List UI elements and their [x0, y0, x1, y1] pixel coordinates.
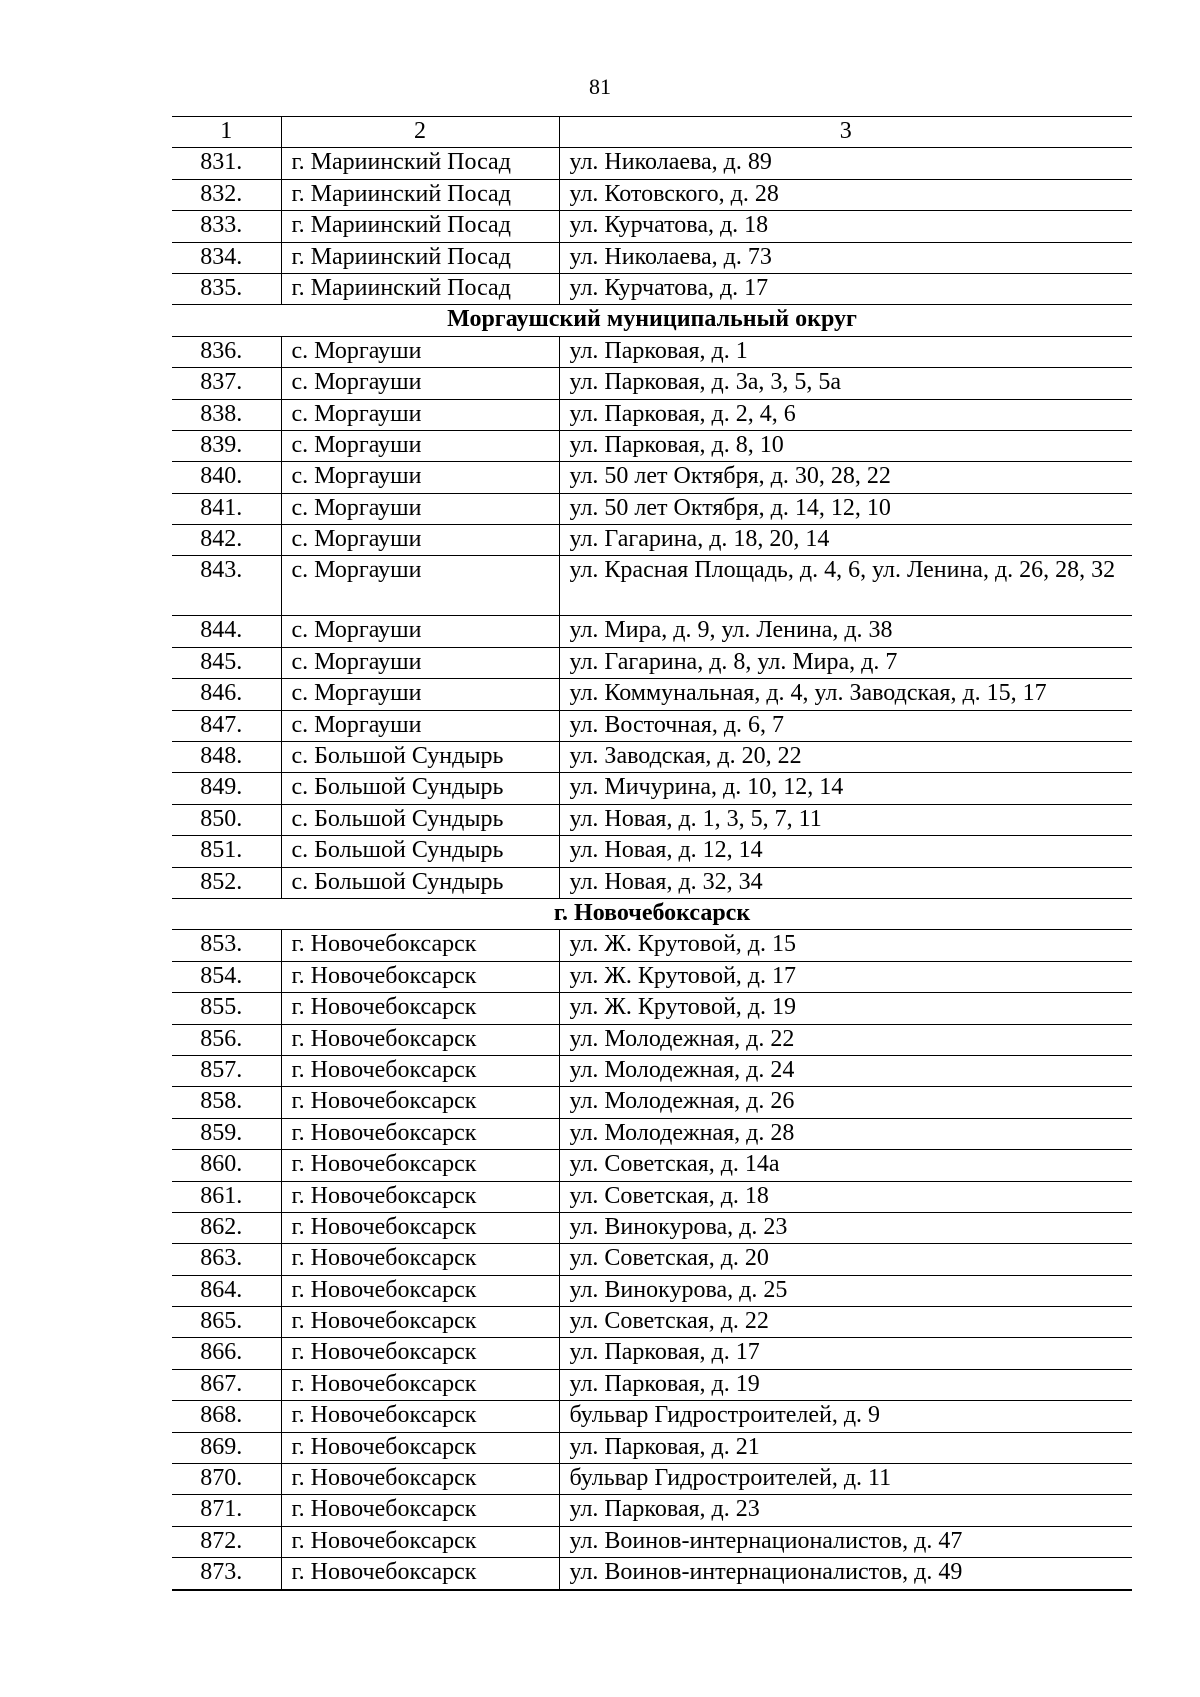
address-cell: ул. Новая, д. 12, 14	[559, 836, 1132, 867]
address-cell: ул. Парковая, д. 23	[559, 1495, 1132, 1526]
row-number: 854.	[172, 961, 281, 992]
address-cell: ул. Новая, д. 32, 34	[559, 867, 1132, 898]
row-number: 852.	[172, 867, 281, 898]
address-cell: ул. Курчатова, д. 18	[559, 211, 1132, 242]
settlement-cell: г. Новочебоксарск	[281, 1118, 559, 1149]
table-row	[172, 430, 1132, 461]
settlement-cell: г. Новочебоксарск	[281, 1432, 559, 1463]
table-row	[172, 1495, 1132, 1526]
row-number: 859.	[172, 1118, 281, 1149]
row-number: 844.	[172, 616, 281, 647]
address-cell: ул. Молодежная, д. 22	[559, 1024, 1132, 1055]
settlement-cell: г. Новочебоксарск	[281, 1338, 559, 1369]
table-row	[172, 179, 1132, 210]
table-row	[172, 1024, 1132, 1055]
address-cell: ул. Воинов-интернационалистов, д. 49	[559, 1558, 1132, 1590]
address-cell: ул. Новая, д. 1, 3, 5, 7, 11	[559, 804, 1132, 835]
row-number: 873.	[172, 1558, 281, 1590]
row-number: 870.	[172, 1464, 281, 1495]
row-number: 853.	[172, 930, 281, 961]
address-cell: ул. Парковая, д. 3а, 3, 5, 5а	[559, 368, 1132, 399]
address-cell: ул. Котовского, д. 28	[559, 179, 1132, 210]
row-number: 867.	[172, 1369, 281, 1400]
table-row	[172, 462, 1132, 493]
settlement-cell: г. Новочебоксарск	[281, 1055, 559, 1086]
table-row	[172, 961, 1132, 992]
row-number: 849.	[172, 773, 281, 804]
row-number: 868.	[172, 1401, 281, 1432]
section-heading: Моргаушский муниципальный округ	[172, 305, 1132, 336]
address-cell: ул. Парковая, д. 1	[559, 336, 1132, 367]
table-row	[172, 1087, 1132, 1118]
address-cell: ул. 50 лет Октября, д. 30, 28, 22	[559, 462, 1132, 493]
row-number: 862.	[172, 1212, 281, 1243]
table-row	[172, 1244, 1132, 1275]
settlement-cell: с. Моргауши	[281, 399, 559, 430]
row-number: 861.	[172, 1181, 281, 1212]
row-number: 858.	[172, 1087, 281, 1118]
settlement-cell: г. Мариинский Посад	[281, 179, 559, 210]
address-cell: ул. Коммунальная, д. 4, ул. Заводская, д. 15, 17	[559, 679, 1132, 710]
row-number: 847.	[172, 710, 281, 741]
table-row	[172, 804, 1132, 835]
table-row	[172, 710, 1132, 741]
address-cell: ул. Молодежная, д. 24	[559, 1055, 1132, 1086]
row-number: 869.	[172, 1432, 281, 1463]
row-number: 841.	[172, 493, 281, 524]
table-row	[172, 1432, 1132, 1463]
settlement-cell: г. Мариинский Посад	[281, 273, 559, 304]
table-body	[172, 117, 1132, 1590]
address-cell: ул. Ж. Крутовой, д. 15	[559, 930, 1132, 961]
settlement-cell: с. Большой Сундырь	[281, 804, 559, 835]
address-cell: ул. Парковая, д. 2, 4, 6	[559, 399, 1132, 430]
table-row	[172, 1275, 1132, 1306]
table-row	[172, 742, 1132, 773]
settlement-cell: с. Моргауши	[281, 525, 559, 556]
settlement-cell: г. Мариинский Посад	[281, 148, 559, 179]
table-row	[172, 1369, 1132, 1400]
table-row	[172, 1150, 1132, 1181]
row-number: 851.	[172, 836, 281, 867]
address-cell: ул. Николаева, д. 73	[559, 242, 1132, 273]
settlement-cell: г. Новочебоксарск	[281, 1024, 559, 1055]
settlement-cell: с. Большой Сундырь	[281, 742, 559, 773]
settlement-cell: г. Новочебоксарск	[281, 1464, 559, 1495]
row-number: 843.	[172, 556, 281, 616]
table-row	[172, 993, 1132, 1024]
settlement-cell: г. Новочебоксарск	[281, 1087, 559, 1118]
address-cell: ул. Винокурова, д. 23	[559, 1212, 1132, 1243]
table-row	[172, 1401, 1132, 1432]
settlement-cell: г. Новочебоксарск	[281, 930, 559, 961]
address-cell: ул. Восточная, д. 6, 7	[559, 710, 1132, 741]
row-number: 856.	[172, 1024, 281, 1055]
address-cell: бульвар Гидростроителей, д. 9	[559, 1401, 1132, 1432]
table-row	[172, 1526, 1132, 1557]
settlement-cell: г. Новочебоксарск	[281, 1212, 559, 1243]
table-row	[172, 336, 1132, 367]
table-row	[172, 1558, 1132, 1590]
column-header-3: 3	[559, 117, 1132, 148]
table-row	[172, 836, 1132, 867]
row-number: 872.	[172, 1526, 281, 1557]
row-number: 855.	[172, 993, 281, 1024]
address-cell: ул. Гагарина, д. 18, 20, 14	[559, 525, 1132, 556]
address-cell: ул. Мичурина, д. 10, 12, 14	[559, 773, 1132, 804]
address-cell: ул. Молодежная, д. 26	[559, 1087, 1132, 1118]
row-number: 848.	[172, 742, 281, 773]
table-row	[172, 1464, 1132, 1495]
settlement-cell: г. Мариинский Посад	[281, 242, 559, 273]
address-cell: бульвар Гидростроителей, д. 11	[559, 1464, 1132, 1495]
settlement-cell: г. Мариинский Посад	[281, 211, 559, 242]
settlement-cell: с. Моргауши	[281, 493, 559, 524]
page-number: 81	[589, 74, 611, 99]
table-row	[172, 368, 1132, 399]
address-cell: ул. Советская, д. 18	[559, 1181, 1132, 1212]
settlement-cell: г. Новочебоксарск	[281, 1369, 559, 1400]
table-row	[172, 930, 1132, 961]
settlement-cell: г. Новочебоксарск	[281, 1558, 559, 1590]
row-number: 840.	[172, 462, 281, 493]
address-cell: ул. Курчатова, д. 17	[559, 273, 1132, 304]
table-row	[172, 242, 1132, 273]
table-row	[172, 493, 1132, 524]
address-cell: ул. Парковая, д. 21	[559, 1432, 1132, 1463]
settlement-cell: с. Моргауши	[281, 336, 559, 367]
row-number: 837.	[172, 368, 281, 399]
row-number: 860.	[172, 1150, 281, 1181]
table-row	[172, 647, 1132, 678]
table-row	[172, 1181, 1132, 1212]
section-heading: г. Новочебоксарск	[172, 898, 1132, 929]
address-cell: ул. Красная Площадь, д. 4, 6, ул. Ленина, д. 26, 28, 32	[559, 556, 1132, 616]
address-cell: ул. Заводская, д. 20, 22	[559, 742, 1132, 773]
settlement-cell: с. Моргауши	[281, 710, 559, 741]
settlement-cell: с. Большой Сундырь	[281, 867, 559, 898]
settlement-cell: г. Новочебоксарск	[281, 1526, 559, 1557]
address-cell: ул. Винокурова, д. 25	[559, 1275, 1132, 1306]
row-number: 832.	[172, 179, 281, 210]
row-number: 850.	[172, 804, 281, 835]
table-row	[172, 616, 1132, 647]
address-cell: ул. Ж. Крутовой, д. 17	[559, 961, 1132, 992]
address-cell: ул. Молодежная, д. 28	[559, 1118, 1132, 1149]
settlement-cell: г. Новочебоксарск	[281, 1181, 559, 1212]
address-table	[172, 116, 1132, 1591]
row-number: 842.	[172, 525, 281, 556]
row-number: 846.	[172, 679, 281, 710]
address-cell: ул. Парковая, д. 8, 10	[559, 430, 1132, 461]
address-cell: ул. Ж. Крутовой, д. 19	[559, 993, 1132, 1024]
row-number: 871.	[172, 1495, 281, 1526]
table-row	[172, 273, 1132, 304]
row-number: 835.	[172, 273, 281, 304]
settlement-cell: с. Моргауши	[281, 556, 559, 616]
row-number: 863.	[172, 1244, 281, 1275]
table-row	[172, 525, 1132, 556]
table-row	[172, 1212, 1132, 1243]
row-number: 845.	[172, 647, 281, 678]
settlement-cell: г. Новочебоксарск	[281, 1244, 559, 1275]
settlement-cell: с. Моргауши	[281, 616, 559, 647]
table-row	[172, 1055, 1132, 1086]
settlement-cell: с. Моргауши	[281, 647, 559, 678]
row-number: 866.	[172, 1338, 281, 1369]
table-row	[172, 867, 1132, 898]
table-row	[172, 1307, 1132, 1338]
table-row	[172, 211, 1132, 242]
settlement-cell: г. Новочебоксарск	[281, 1495, 559, 1526]
settlement-cell: с. Большой Сундырь	[281, 773, 559, 804]
row-number: 839.	[172, 430, 281, 461]
settlement-cell: г. Новочебоксарск	[281, 1401, 559, 1432]
address-cell: ул. Советская, д. 22	[559, 1307, 1132, 1338]
row-number: 831.	[172, 148, 281, 179]
settlement-cell: г. Новочебоксарск	[281, 993, 559, 1024]
row-number: 864.	[172, 1275, 281, 1306]
settlement-cell: г. Новочебоксарск	[281, 1275, 559, 1306]
settlement-cell: с. Моргауши	[281, 368, 559, 399]
settlement-cell: г. Новочебоксарск	[281, 961, 559, 992]
address-cell: ул. Гагарина, д. 8, ул. Мира, д. 7	[559, 647, 1132, 678]
settlement-cell: с. Моргауши	[281, 679, 559, 710]
settlement-cell: с. Моргауши	[281, 430, 559, 461]
row-number: 838.	[172, 399, 281, 430]
address-cell: ул. Парковая, д. 17	[559, 1338, 1132, 1369]
settlement-cell: г. Новочебоксарск	[281, 1307, 559, 1338]
table-row	[172, 556, 1132, 616]
settlement-cell: г. Новочебоксарск	[281, 1150, 559, 1181]
column-header-1: 1	[172, 117, 281, 148]
settlement-cell: с. Моргауши	[281, 462, 559, 493]
address-cell: ул. Николаева, д. 89	[559, 148, 1132, 179]
address-cell: ул. Воинов-интернационалистов, д. 47	[559, 1526, 1132, 1557]
table-header-row	[172, 117, 1132, 148]
table-row	[172, 148, 1132, 179]
table-row	[172, 1118, 1132, 1149]
address-cell: ул. Советская, д. 14а	[559, 1150, 1132, 1181]
settlement-cell: с. Большой Сундырь	[281, 836, 559, 867]
table-row	[172, 679, 1132, 710]
address-cell: ул. Парковая, д. 19	[559, 1369, 1132, 1400]
table-row	[172, 399, 1132, 430]
address-cell: ул. 50 лет Октября, д. 14, 12, 10	[559, 493, 1132, 524]
row-number: 857.	[172, 1055, 281, 1086]
table-row	[172, 1338, 1132, 1369]
address-cell: ул. Мира, д. 9, ул. Ленина, д. 38	[559, 616, 1132, 647]
row-number: 836.	[172, 336, 281, 367]
row-number: 865.	[172, 1307, 281, 1338]
address-cell: ул. Советская, д. 20	[559, 1244, 1132, 1275]
column-header-2: 2	[281, 117, 559, 148]
section-heading-row	[172, 898, 1132, 929]
table-row	[172, 773, 1132, 804]
row-number: 833.	[172, 211, 281, 242]
section-heading-row	[172, 305, 1132, 336]
row-number: 834.	[172, 242, 281, 273]
